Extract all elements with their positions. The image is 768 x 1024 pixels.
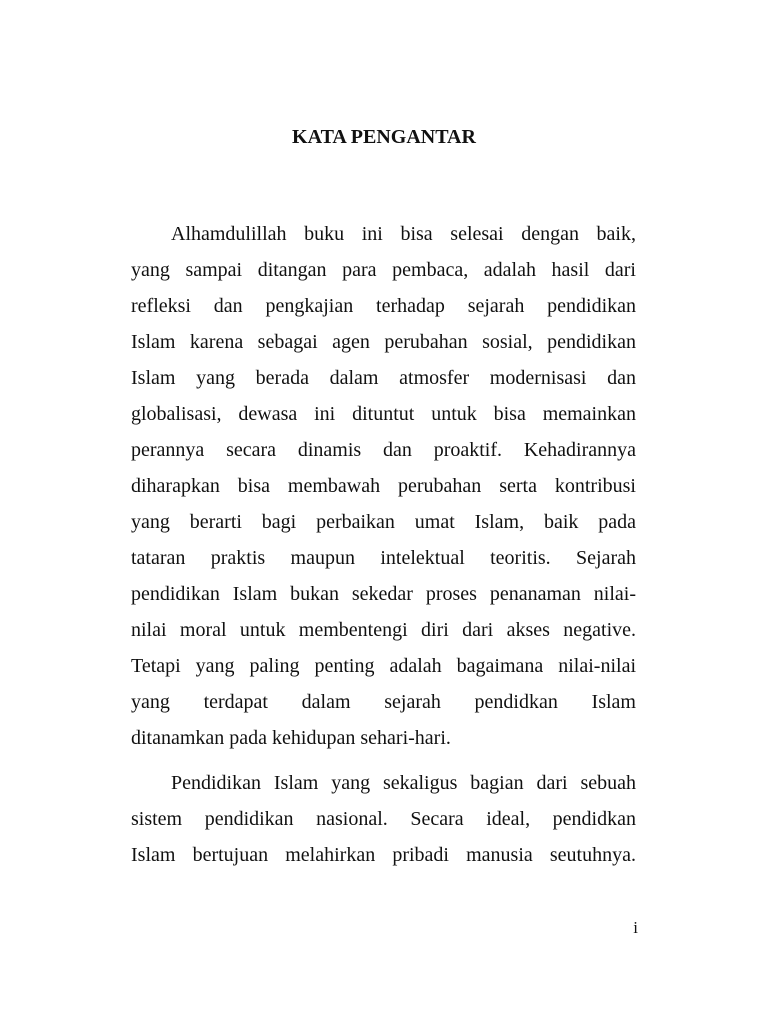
text-line: Alhamdulillah buku ini bisa selesai dengan baik, <box>171 223 636 245</box>
text-line: Islam karena sebagai agen perubahan sosial, pendidikan <box>131 331 636 353</box>
text-line: Islam yang berada dalam atmosfer modernisasi dan <box>131 367 636 389</box>
text-line: Pendidikan Islam yang sekaligus bagian dari sebuah <box>171 772 636 794</box>
text-line: tataran praktis maupun intelektual teoritis. Sejarah <box>131 547 636 569</box>
text-line: refleksi dan pengkajian terhadap sejarah pendidikan <box>131 295 636 317</box>
text-line: ditanamkan pada kehidupan sehari-hari. <box>131 727 451 749</box>
text-line: pendidikan Islam bukan sekedar proses penanaman nilai- <box>131 583 636 605</box>
text-line: globalisasi, dewasa ini dituntut untuk bisa memainkan <box>131 403 636 425</box>
text-line: yang berarti bagi perbaikan umat Islam, baik pada <box>131 511 636 533</box>
text-line: perannya secara dinamis dan proaktif. Kehadirannya <box>131 439 636 461</box>
text-line: Tetapi yang paling penting adalah bagaimana nilai-nilai <box>131 655 636 677</box>
text-line: Islam bertujuan melahirkan pribadi manusia seutuhnya. <box>131 844 636 866</box>
text-line: sistem pendidikan nasional. Secara ideal, pendidkan <box>131 808 636 830</box>
page-title: KATA PENGANTAR <box>292 126 476 148</box>
text-line: nilai moral untuk membentengi diri dari akses negative. <box>131 619 636 641</box>
page-number: i <box>633 918 638 937</box>
text-line: yang sampai ditangan para pembaca, adalah hasil dari <box>131 259 636 281</box>
text-line: diharapkan bisa membawah perubahan serta kontribusi <box>131 475 636 497</box>
text-line: yang terdapat dalam sejarah pendidkan Islam <box>131 691 636 713</box>
